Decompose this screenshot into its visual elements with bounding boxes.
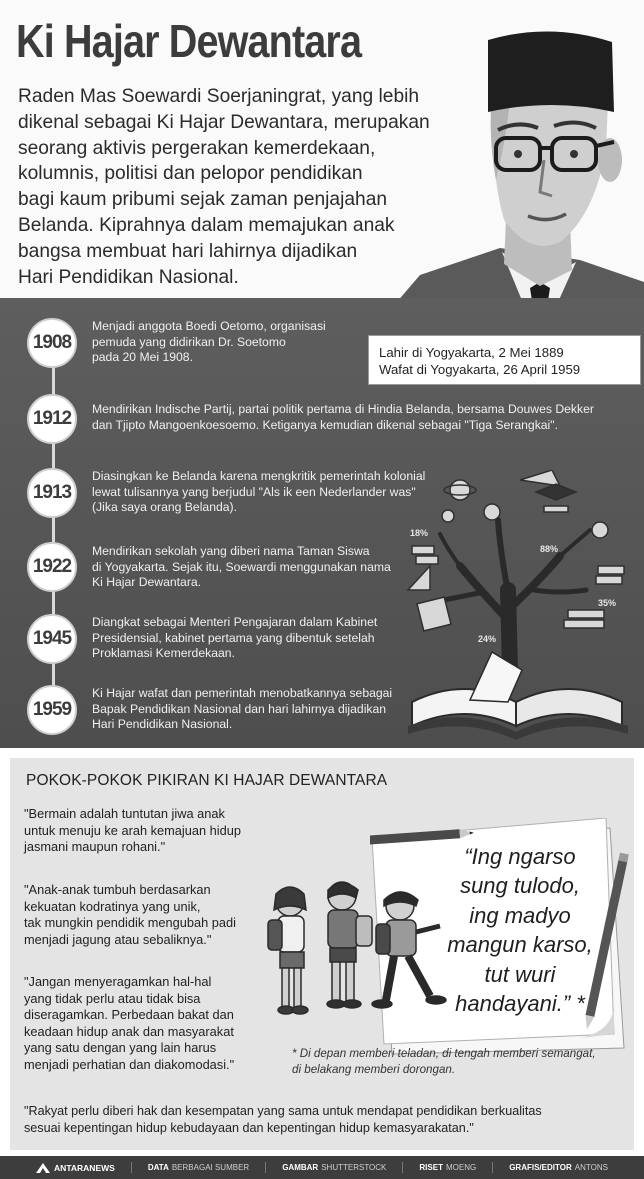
credit-value: MOENG bbox=[445, 1163, 477, 1172]
quote bbox=[24, 974, 234, 1074]
intro-line: bagi kaum pribumi sejak zaman penjajahan bbox=[18, 189, 388, 211]
quote-line: untuk menuju ke arah kemajuan hidup bbox=[24, 822, 241, 838]
quote bbox=[24, 806, 241, 856]
timeline-text bbox=[92, 319, 326, 366]
book-tree-illustration bbox=[400, 470, 640, 740]
timeline-text bbox=[92, 615, 377, 662]
credit-research bbox=[419, 1163, 476, 1172]
quote-line: jasmani maupun rohani." bbox=[24, 839, 166, 855]
tree-label: 18% bbox=[410, 528, 429, 538]
tree-label: 24% bbox=[478, 634, 497, 644]
year-badge: 1908 bbox=[27, 318, 77, 368]
footnote-line: * Di depan memberi teladan, di tengah memberi semangat, bbox=[292, 1047, 596, 1060]
closing-quote bbox=[24, 1103, 542, 1136]
motto-line: ing madyo bbox=[469, 902, 571, 928]
credit-label: GAMBAR bbox=[282, 1163, 319, 1172]
timeline-line-text: Diasingkan ke Belanda karena mengkritik pemerintah kolonial bbox=[92, 469, 426, 483]
motto-line: “Ing ngarso bbox=[464, 844, 576, 869]
timeline-line-text: Mendirikan Indische Partij, partai politik pertama di Hindia Belanda, bersama Douwes Dekker bbox=[92, 402, 594, 416]
motto-line: sung tulodo, bbox=[460, 873, 580, 899]
motto-line: handayani.” * bbox=[455, 991, 585, 1017]
death-text: Wafat di Yogyakarta, 26 April 1959 bbox=[379, 362, 581, 377]
antaranews-logo bbox=[36, 1163, 115, 1173]
timeline-line-text: pada 20 Mei 1908. bbox=[92, 350, 193, 365]
intro-line: Hari Pendidikan Nasional. bbox=[18, 266, 239, 288]
footnote-line: di belakang memberi dorongan. bbox=[292, 1063, 456, 1076]
footer-divider bbox=[265, 1162, 266, 1173]
quote-line: diseragamkan. Perbedaan bakat dan bbox=[24, 1007, 234, 1023]
intro-line: Belanda. Kiprahnya dalam memajukan anak bbox=[18, 214, 395, 236]
year-badge: 1913 bbox=[27, 468, 77, 518]
intro-line: seorang aktivis pergerakan kemerdekaan, bbox=[18, 137, 376, 159]
page-title: Ki Hajar Dewantara bbox=[16, 15, 362, 67]
timeline-line-text: lewat tulisannya yang berjudul "Als ik een Nederlander was" bbox=[92, 484, 416, 499]
year-badge: 1922 bbox=[27, 542, 77, 592]
portrait-illustration bbox=[380, 20, 644, 300]
footer-divider bbox=[131, 1162, 132, 1173]
quote-line: "Bermain adalah tuntutan jiwa anak bbox=[24, 806, 225, 821]
motto-line: mangun karso, bbox=[447, 932, 593, 958]
quote-line: "Jangan menyeragamkan hal-hal bbox=[24, 974, 212, 989]
footer-divider bbox=[492, 1162, 493, 1173]
credit-label: RISET bbox=[419, 1163, 443, 1172]
credit-label: GRAFIS/EDITOR bbox=[509, 1163, 572, 1172]
timeline-line-text: Diangkat sebagai Menteri Pengajaran dalam Kabinet bbox=[92, 615, 378, 629]
quote bbox=[24, 882, 236, 948]
timeline-line-text: Bapak Pendidikan Nasional dan hari lahirnya dijadikan bbox=[92, 701, 387, 716]
quote-line: yang satu dengan yang lain harus bbox=[24, 1040, 217, 1056]
quote-line: menjadi perhatian dan diakomodasi." bbox=[24, 1056, 235, 1072]
year-badge: 1912 bbox=[27, 394, 77, 444]
quote-line: "Anak-anak tumbuh berdasarkan bbox=[24, 882, 211, 897]
timeline-line-text: Ki Hajar wafat dan pemerintah menobatkannya sebagai bbox=[92, 686, 393, 700]
principles-title: POKOK-POKOK PIKIRAN KI HAJAR DEWANTARA bbox=[26, 772, 388, 789]
timeline-text bbox=[92, 686, 392, 733]
footer-credits bbox=[0, 1156, 644, 1179]
credit-editor bbox=[509, 1163, 608, 1172]
motto-line: tut wuri bbox=[484, 961, 556, 987]
quote-line: sesuai kepentingan hidup kebudayaan dan kepentingan hidup kemasyarakatan." bbox=[24, 1120, 474, 1135]
credit-value: SHUTTERSTOCK bbox=[321, 1163, 387, 1172]
quote-line: "Rakyat perlu diberi hak dan kesempatan yang sama untuk mendapat pendidikan berkualitas bbox=[24, 1104, 542, 1118]
antara-logo-icon bbox=[36, 1163, 50, 1173]
timeline-line-text: Menjadi anggota Boedi Oetomo, organisasi bbox=[92, 319, 326, 333]
credit-value: BERBAGAI SUMBER bbox=[171, 1163, 250, 1172]
timeline-line-text: Hari Pendidikan Nasional. bbox=[92, 717, 233, 732]
children-illustration bbox=[260, 876, 460, 1046]
timeline-text bbox=[92, 402, 594, 433]
motto-footnote bbox=[292, 1046, 596, 1078]
quote-line: kekuatan kodratinya yang unik, bbox=[24, 898, 201, 914]
credit-data bbox=[148, 1163, 249, 1172]
year-badge: 1959 bbox=[27, 685, 77, 735]
credit-value: ANTONS bbox=[574, 1163, 608, 1172]
quote-line: menjadi jagung atau sebaliknya." bbox=[24, 931, 212, 947]
timeline-text bbox=[92, 469, 425, 516]
timeline-line-text: pemuda yang didirikan Dr. Soetomo bbox=[92, 334, 286, 349]
tree-label: 88% bbox=[540, 544, 559, 554]
brand-name: ANTARANEWS bbox=[54, 1162, 115, 1173]
timeline-line-text: Presidensial, kabinet pertama yang dibentuk setelah bbox=[92, 630, 375, 645]
timeline-line-text: (Jika saya orang Belanda). bbox=[92, 500, 237, 515]
motto-quote bbox=[440, 842, 600, 1018]
birth-death-box bbox=[368, 335, 641, 385]
header bbox=[0, 0, 644, 300]
timeline-line-text: dan Tjipto Mangoenkoesoemo. Ketiganya kemudian dikenal sebagai "Tiga Serangkai". bbox=[92, 417, 558, 432]
timeline-text bbox=[92, 544, 391, 591]
quote-line: keadaan hidup anak dan masyarakat bbox=[24, 1023, 234, 1039]
intro-line: kolumnis, politisi dan pelopor pendidikan bbox=[18, 163, 363, 185]
timeline-line-text: Ki Hajar Dewantara. bbox=[92, 575, 202, 590]
timeline-line-text: di Yogyakarta. Sejak itu, Soewardi menggunakan nama bbox=[92, 559, 391, 574]
quote-line: yang tidak perlu atau tidak bisa bbox=[24, 990, 201, 1006]
quote-line: tak mungkin pendidik mengubah padi bbox=[24, 915, 237, 931]
timeline-line-text: Proklamasi Kemerdekaan. bbox=[92, 646, 235, 661]
credit-label: DATA bbox=[147, 1163, 169, 1172]
footer-divider bbox=[402, 1162, 403, 1173]
timeline-line-text: Mendirikan sekolah yang diberi nama Taman Siswa bbox=[92, 544, 370, 558]
intro-line: dikenal sebagai Ki Hajar Dewantara, merupakan bbox=[18, 111, 430, 133]
intro-line: Raden Mas Soewardi Soerjaningrat, yang lebih bbox=[18, 86, 420, 107]
credit-image bbox=[282, 1163, 386, 1172]
tree-label: 35% bbox=[598, 598, 617, 608]
year-badge: 1945 bbox=[27, 614, 77, 664]
intro-line: bangsa membuat hari lahirnya dijadikan bbox=[18, 240, 358, 262]
birth-text: Lahir di Yogyakarta, 2 Mei 1889 bbox=[379, 345, 564, 360]
